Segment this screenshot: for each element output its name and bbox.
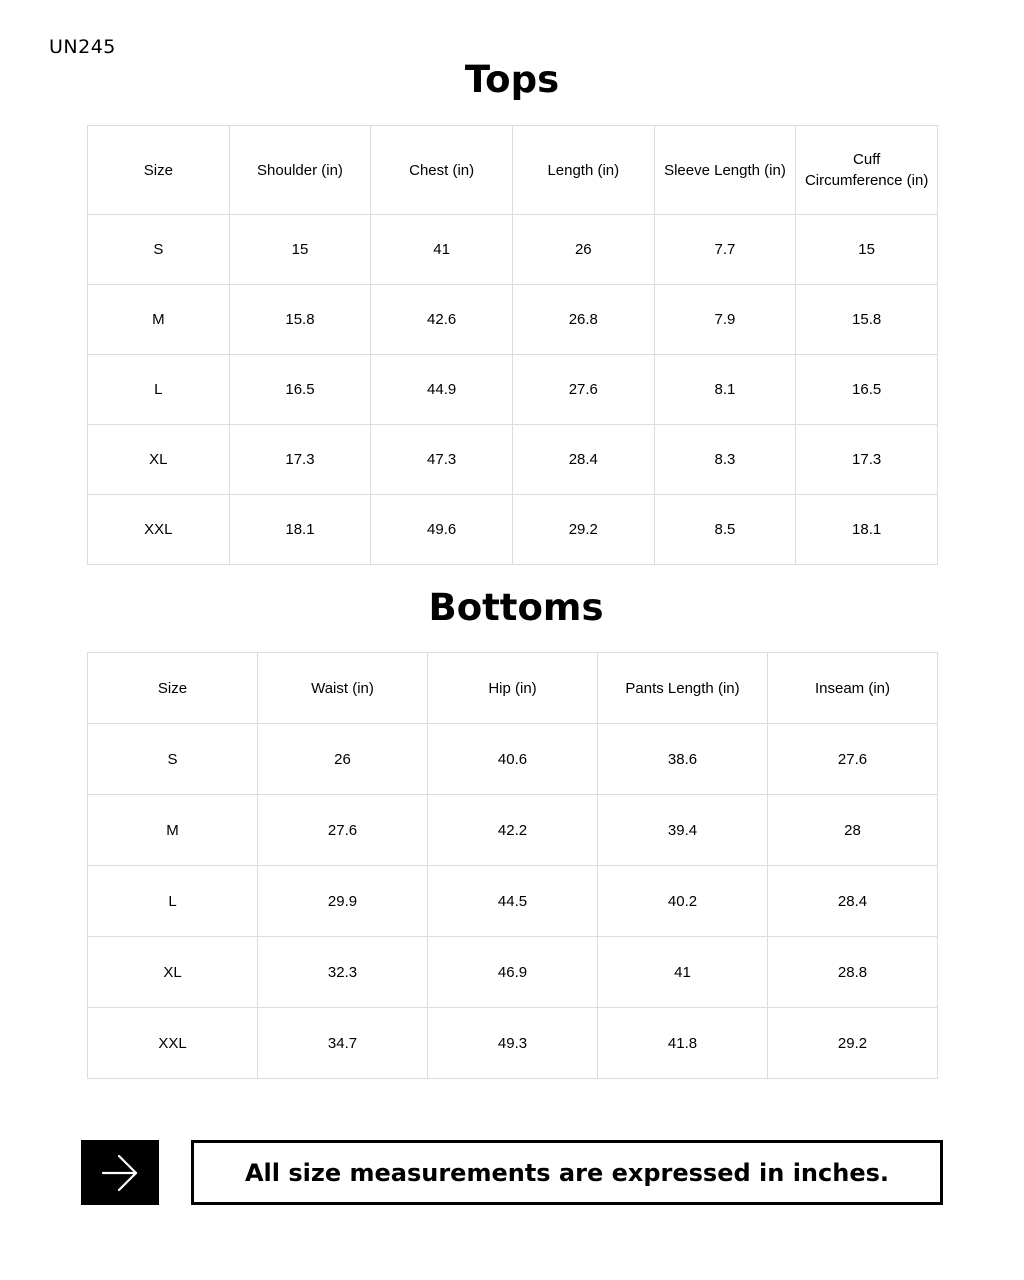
table-cell: 26 (512, 215, 654, 285)
table-row (88, 1008, 938, 1079)
table-cell: 42.6 (371, 285, 513, 355)
measurement-note-text: All size measurements are expressed in inches. (244, 1158, 889, 1187)
table-cell: S (88, 215, 230, 285)
product-code: UN245 (49, 36, 116, 58)
table-cell: 39.4 (598, 795, 768, 866)
table-cell: 27.6 (258, 795, 428, 866)
table-cell: 44.5 (428, 866, 598, 937)
table-cell: 27.6 (768, 724, 938, 795)
table-header-row (88, 126, 938, 215)
table-cell: 17.3 (229, 425, 371, 495)
arrow-right-icon-graphic (99, 1152, 141, 1194)
table-cell: L (88, 355, 230, 425)
table-cell: 27.6 (512, 355, 654, 425)
tops-title: Tops (464, 58, 560, 101)
table-cell: 40.6 (428, 724, 598, 795)
table-cell: 46.9 (428, 937, 598, 1008)
column-header: Inseam (in) (768, 653, 938, 724)
column-header: Shoulder (in) (229, 126, 371, 215)
table-cell: 16.5 (796, 355, 938, 425)
table-cell: 49.6 (371, 495, 513, 565)
table-header-row (88, 653, 938, 724)
table-cell: 8.1 (654, 355, 796, 425)
column-header: Cuff Circumference (in) (796, 126, 938, 215)
table-cell: 44.9 (371, 355, 513, 425)
table-cell: 29.9 (258, 866, 428, 937)
table-cell: 15 (229, 215, 371, 285)
table-cell: 15 (796, 215, 938, 285)
table-row (88, 724, 938, 795)
table-cell: 47.3 (371, 425, 513, 495)
table-cell: 16.5 (229, 355, 371, 425)
table-cell: 18.1 (796, 495, 938, 565)
table-cell: 28 (768, 795, 938, 866)
table-cell: M (88, 285, 230, 355)
table-cell: XXL (88, 1008, 258, 1079)
table-cell: L (88, 866, 258, 937)
table-row (88, 355, 938, 425)
bottoms-title: Bottoms (428, 586, 604, 629)
column-header: Sleeve Length (in) (654, 126, 796, 215)
table-row (88, 215, 938, 285)
table-cell: 8.5 (654, 495, 796, 565)
table-row (88, 495, 938, 565)
column-header: Waist (in) (258, 653, 428, 724)
table-cell: 32.3 (258, 937, 428, 1008)
table-cell: 40.2 (598, 866, 768, 937)
table-cell: 28.4 (768, 866, 938, 937)
table-cell: 15.8 (229, 285, 371, 355)
table-cell: 41.8 (598, 1008, 768, 1079)
column-header: Hip (in) (428, 653, 598, 724)
table-cell: 17.3 (796, 425, 938, 495)
table-cell: 38.6 (598, 724, 768, 795)
table-cell: 7.9 (654, 285, 796, 355)
table-cell: 26 (258, 724, 428, 795)
table-row (88, 795, 938, 866)
column-header: Size (88, 653, 258, 724)
column-header: Chest (in) (371, 126, 513, 215)
table-row (88, 937, 938, 1008)
table-cell: 18.1 (229, 495, 371, 565)
column-header: Pants Length (in) (598, 653, 768, 724)
table-cell: 34.7 (258, 1008, 428, 1079)
tops-size-table (87, 125, 938, 565)
measurement-note (191, 1140, 943, 1205)
table-row (88, 425, 938, 495)
table-cell: 15.8 (796, 285, 938, 355)
column-header: Size (88, 126, 230, 215)
table-cell: 41 (598, 937, 768, 1008)
table-cell: 26.8 (512, 285, 654, 355)
table-cell: 8.3 (654, 425, 796, 495)
table-row (88, 866, 938, 937)
table-cell: 29.2 (512, 495, 654, 565)
table-cell: 28.8 (768, 937, 938, 1008)
table-row (88, 285, 938, 355)
table-cell: S (88, 724, 258, 795)
table-cell: XXL (88, 495, 230, 565)
column-header: Length (in) (512, 126, 654, 215)
table-cell: 41 (371, 215, 513, 285)
arrow-right-icon (81, 1140, 159, 1205)
table-cell: 28.4 (512, 425, 654, 495)
table-cell: 29.2 (768, 1008, 938, 1079)
table-cell: 42.2 (428, 795, 598, 866)
table-cell: 7.7 (654, 215, 796, 285)
bottoms-size-table (87, 652, 938, 1079)
table-cell: XL (88, 425, 230, 495)
table-cell: M (88, 795, 258, 866)
table-cell: XL (88, 937, 258, 1008)
table-cell: 49.3 (428, 1008, 598, 1079)
